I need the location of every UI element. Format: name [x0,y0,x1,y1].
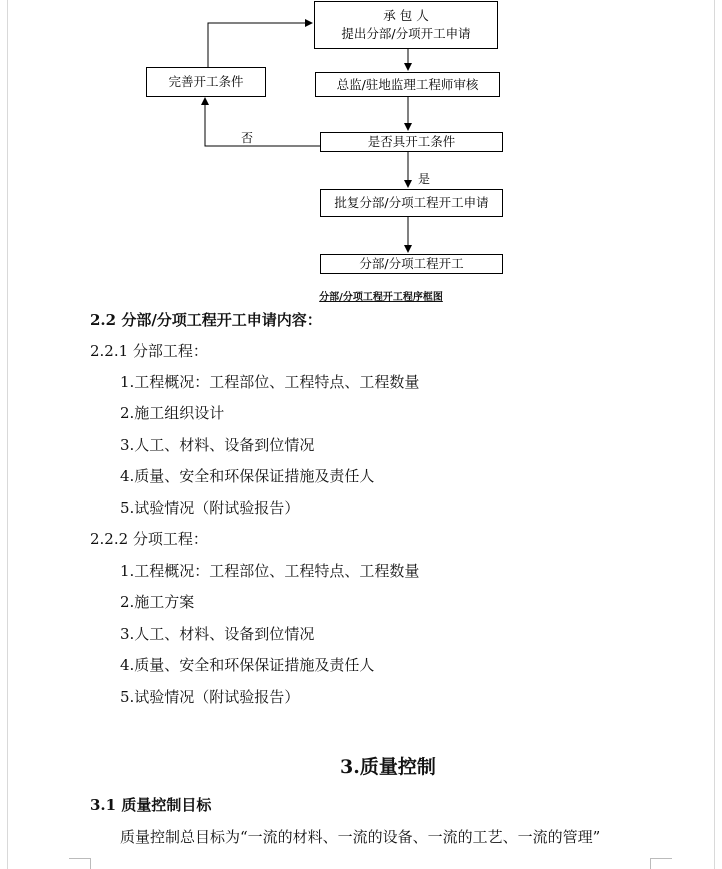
list-item: 5.试验情况（附试验报告） [120,688,300,706]
list-item: 2.施工组织设计 [120,404,225,422]
arrow-no-to-improve [205,98,321,146]
node-approve [320,189,503,217]
list-item: 1.工程概况：工程部位、工程特点、工程数量 [120,373,420,391]
section-2-2-1-title: 2.2.1 分部工程： [90,342,208,360]
chapter-3-title: 3.质量控制 [340,756,436,778]
node-applicant-apply [314,1,498,49]
node-check-label: 是否具开工条件 [367,134,456,149]
node-review-label: 总监/驻地监理工程师审核 [336,76,479,92]
page-corner-mark-left-v [90,858,91,869]
section-3-1-title: 3.1 质量控制目标 [90,796,212,814]
node-applicant-label: 承 包 人 [383,8,429,23]
node-start-label: 分部/分项工程开工 [359,256,464,271]
page-corner-mark-left [69,858,91,859]
section-2-2-title: 2.2 分部/分项工程开工申请内容： [90,311,322,329]
list-item: 1.工程概况：工程部位、工程特点、工程数量 [120,562,420,580]
list-item: 3.人工、材料、设备到位情况 [120,625,315,643]
node-improve-label: 完善开工条件 [168,74,244,89]
arrow-improve-to-apply [208,23,312,67]
list-item: 3.人工、材料、设备到位情况 [120,436,315,454]
section-3-1-body: 质量控制总目标为“一流的材料、一流的设备、一流的工艺、一流的管理” [120,828,601,846]
node-start [320,254,503,274]
label-yes: 是 [418,172,431,186]
page-corner-mark-right-v [650,858,651,869]
list-item: 5.试验情况（附试验报告） [120,499,300,517]
page-corner-mark-right [650,858,672,859]
section-2-2-2-title: 2.2.2 分项工程： [90,530,208,548]
list-item: 4.质量、安全和环保保证措施及责任人 [120,467,375,485]
node-approve-label: 批复分部/分项工程开工申请 [334,195,489,210]
list-item: 4.质量、安全和环保保证措施及责任人 [120,656,375,674]
label-no: 否 [241,131,254,145]
node-check [320,132,503,152]
list-item: 2.施工方案 [120,593,195,611]
node-apply-label: 提出分部/分项开工申请 [341,26,471,41]
node-improve [146,67,266,97]
flowchart-caption: 分部/分项工程开工程序框图 [319,292,443,303]
node-review [315,72,500,97]
